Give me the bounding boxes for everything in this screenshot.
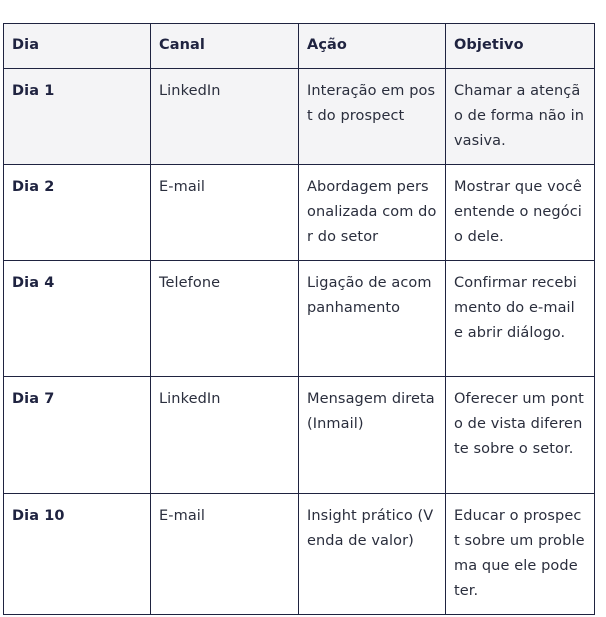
objective-cell: Confirmar recebimento do e-mail e abrir diálogo. — [446, 261, 595, 377]
channel-cell: LinkedIn — [151, 69, 299, 165]
action-cell: Mensagem direta (Inmail) — [299, 377, 446, 494]
objective-cell: Educar o prospect sobre um problema que ele pode ter. — [446, 494, 595, 615]
table-header-row — [4, 24, 595, 69]
channel-cell: Telefone — [151, 261, 299, 377]
header-action: Ação — [299, 24, 446, 69]
day-cell: Dia 4 — [4, 261, 151, 377]
table-row — [4, 165, 595, 261]
day-cell: Dia 10 — [4, 494, 151, 615]
header-channel: Canal — [151, 24, 299, 69]
objective-cell: Chamar a atenção de forma não invasiva. — [446, 69, 595, 165]
cadence-table — [3, 23, 595, 615]
header-objective: Objetivo — [446, 24, 595, 69]
table-row — [4, 494, 595, 615]
table-row — [4, 261, 595, 377]
table-row — [4, 69, 595, 165]
day-cell: Dia 1 — [4, 69, 151, 165]
action-cell: Abordagem personalizada com dor do setor — [299, 165, 446, 261]
day-cell: Dia 7 — [4, 377, 151, 494]
action-cell: Insight prático (Venda de valor) — [299, 494, 446, 615]
objective-cell: Oferecer um ponto de vista diferente sobre o setor. — [446, 377, 595, 494]
day-cell: Dia 2 — [4, 165, 151, 261]
channel-cell: LinkedIn — [151, 377, 299, 494]
action-cell: Ligação de acompanhamento — [299, 261, 446, 377]
action-cell: Interação em post do prospect — [299, 69, 446, 165]
channel-cell: E-mail — [151, 494, 299, 615]
objective-cell: Mostrar que você entende o negócio dele. — [446, 165, 595, 261]
channel-cell: E-mail — [151, 165, 299, 261]
header-day: Dia — [4, 24, 151, 69]
table-row — [4, 377, 595, 494]
